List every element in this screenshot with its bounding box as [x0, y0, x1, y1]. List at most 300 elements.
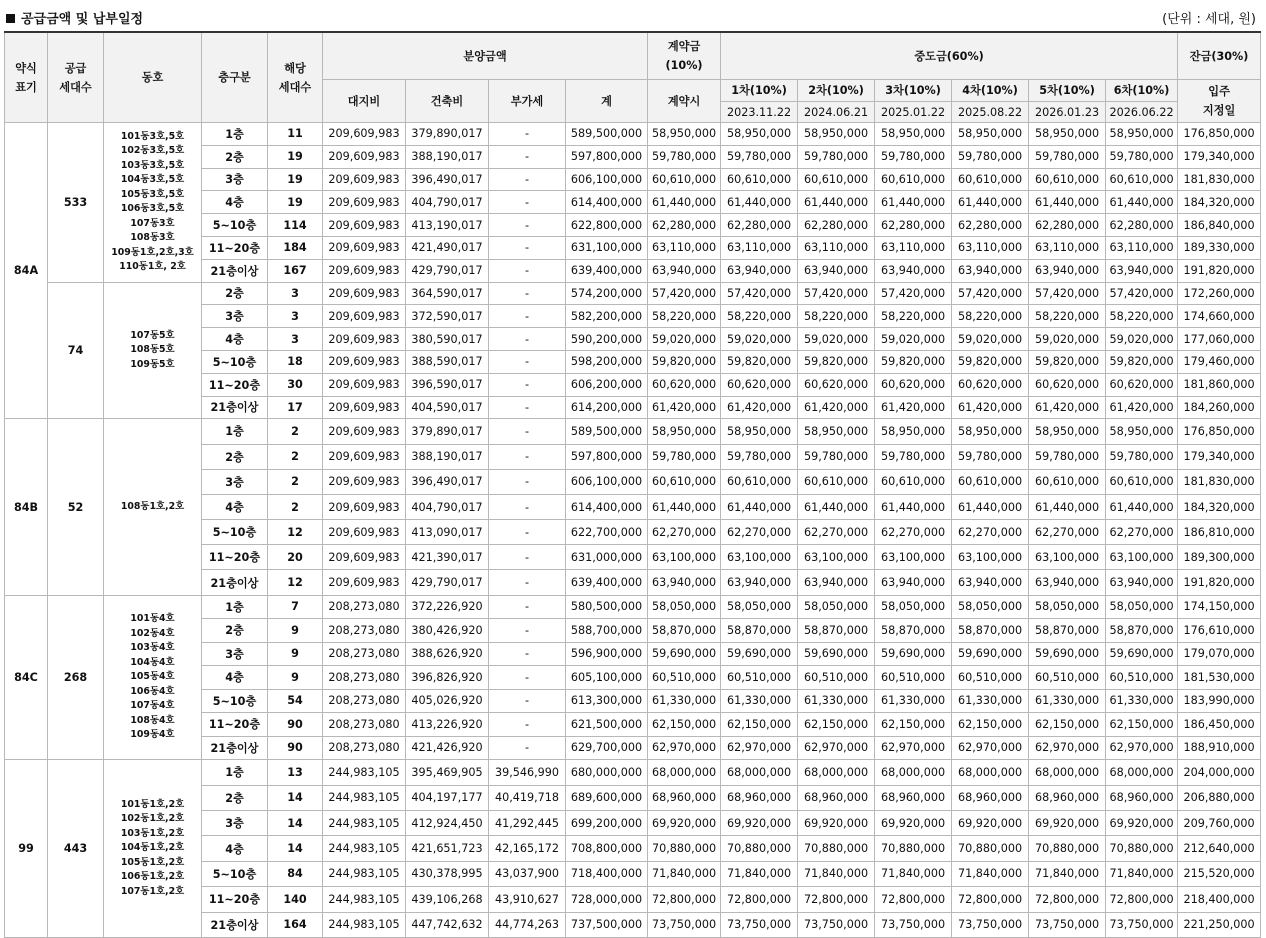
middle-payment-5: 58,950,000	[1029, 419, 1106, 444]
building-cost: 379,890,017	[406, 419, 489, 444]
total-price: 689,600,000	[566, 785, 648, 810]
middle-payment-4: 62,270,000	[952, 520, 1029, 545]
middle-payment-6: 58,220,000	[1106, 305, 1178, 328]
contract-deposit: 61,440,000	[648, 191, 721, 214]
middle-payment-1: 59,020,000	[721, 328, 798, 351]
contract-deposit: 60,610,000	[648, 168, 721, 191]
middle-payment-6: 59,820,000	[1106, 350, 1178, 373]
middle-payment-4: 58,220,000	[952, 305, 1029, 328]
middle-payment-6: 57,420,000	[1106, 282, 1178, 305]
middle-payment-2: 70,880,000	[798, 836, 875, 861]
land-cost: 208,273,080	[323, 666, 406, 690]
household-count: 2	[268, 444, 323, 469]
middle-payment-1: 58,950,000	[721, 419, 798, 444]
middle-payment-1: 61,330,000	[721, 689, 798, 713]
middle-payment-2: 61,440,000	[798, 191, 875, 214]
vat-amount: -	[489, 123, 566, 146]
middle-payment-2: 62,970,000	[798, 736, 875, 760]
floor-range: 5~10층	[202, 214, 268, 237]
middle-payment-2: 58,870,000	[798, 619, 875, 643]
col-contract-group: 계약금 (10%)	[648, 32, 721, 80]
middle-payment-5: 63,940,000	[1029, 570, 1106, 595]
contract-deposit: 71,840,000	[648, 861, 721, 886]
floor-range: 21층이상	[202, 570, 268, 595]
total-price: 680,000,000	[566, 760, 648, 785]
balance-payment: 181,830,000	[1178, 469, 1261, 494]
vat-amount: 43,037,900	[489, 861, 566, 886]
col-middle-5-date: 2026.01.23	[1029, 102, 1106, 123]
col-middle-6: 6차(10%)	[1106, 80, 1178, 102]
vat-amount: -	[489, 214, 566, 237]
household-count: 14	[268, 836, 323, 861]
table-row	[5, 760, 1261, 785]
vat-amount: -	[489, 689, 566, 713]
middle-payment-1: 63,100,000	[721, 545, 798, 570]
middle-payment-5: 59,690,000	[1029, 642, 1106, 666]
middle-payment-1: 61,420,000	[721, 396, 798, 419]
middle-payment-2: 61,420,000	[798, 396, 875, 419]
middle-payment-1: 60,620,000	[721, 373, 798, 396]
middle-payment-6: 61,330,000	[1106, 689, 1178, 713]
vat-amount: -	[489, 545, 566, 570]
land-cost: 208,273,080	[323, 689, 406, 713]
household-count: 18	[268, 350, 323, 373]
middle-payment-6: 62,270,000	[1106, 520, 1178, 545]
middle-payment-4: 73,750,000	[952, 912, 1029, 937]
col-balance-group: 잔금(30%)	[1178, 32, 1261, 80]
middle-payment-5: 58,050,000	[1029, 595, 1106, 619]
contract-deposit: 68,960,000	[648, 785, 721, 810]
middle-payment-2: 59,820,000	[798, 350, 875, 373]
middle-payment-2: 58,950,000	[798, 419, 875, 444]
balance-payment: 209,760,000	[1178, 810, 1261, 835]
col-middle-3: 3차(10%)	[875, 80, 952, 102]
household-count: 14	[268, 785, 323, 810]
building-cost: 439,106,268	[406, 887, 489, 912]
middle-payment-3: 60,510,000	[875, 666, 952, 690]
household-count: 20	[268, 545, 323, 570]
col-type: 약식 표기	[5, 32, 48, 123]
building-cost: 413,226,920	[406, 713, 489, 737]
land-cost: 209,609,983	[323, 520, 406, 545]
middle-payment-6: 63,940,000	[1106, 259, 1178, 282]
floor-range: 4층	[202, 666, 268, 690]
middle-payment-5: 72,800,000	[1029, 887, 1106, 912]
floor-range: 3층	[202, 469, 268, 494]
middle-payment-6: 73,750,000	[1106, 912, 1178, 937]
total-price: 590,200,000	[566, 328, 648, 351]
balance-payment: 186,450,000	[1178, 713, 1261, 737]
middle-payment-6: 71,840,000	[1106, 861, 1178, 886]
middle-payment-5: 63,100,000	[1029, 545, 1106, 570]
middle-payment-6: 62,280,000	[1106, 214, 1178, 237]
floor-range: 5~10층	[202, 861, 268, 886]
middle-payment-1: 58,220,000	[721, 305, 798, 328]
dong-list: 108동1호,2호	[104, 419, 202, 595]
middle-payment-3: 61,420,000	[875, 396, 952, 419]
contract-deposit: 58,950,000	[648, 123, 721, 146]
vat-amount: -	[489, 570, 566, 595]
total-price: 605,100,000	[566, 666, 648, 690]
middle-payment-6: 69,920,000	[1106, 810, 1178, 835]
middle-payment-4: 59,020,000	[952, 328, 1029, 351]
middle-payment-3: 62,280,000	[875, 214, 952, 237]
land-cost: 209,609,983	[323, 123, 406, 146]
middle-payment-6: 59,780,000	[1106, 145, 1178, 168]
balance-payment: 176,610,000	[1178, 619, 1261, 643]
balance-payment: 186,810,000	[1178, 520, 1261, 545]
col-contract-when: 계약시	[648, 80, 721, 123]
land-cost: 209,609,983	[323, 396, 406, 419]
middle-payment-3: 63,100,000	[875, 545, 952, 570]
contract-deposit: 73,750,000	[648, 912, 721, 937]
middle-payment-3: 68,960,000	[875, 785, 952, 810]
title-text: 공급금액 및 납부일정	[21, 12, 144, 27]
middle-payment-6: 61,440,000	[1106, 494, 1178, 519]
building-cost: 396,490,017	[406, 168, 489, 191]
middle-payment-5: 62,970,000	[1029, 736, 1106, 760]
building-cost: 404,590,017	[406, 396, 489, 419]
household-count: 7	[268, 595, 323, 619]
middle-payment-3: 62,270,000	[875, 520, 952, 545]
household-count: 114	[268, 214, 323, 237]
middle-payment-5: 59,020,000	[1029, 328, 1106, 351]
contract-deposit: 63,110,000	[648, 236, 721, 259]
vat-amount: 43,910,627	[489, 887, 566, 912]
building-cost: 421,390,017	[406, 545, 489, 570]
vat-amount: -	[489, 236, 566, 259]
total-price: 718,400,000	[566, 861, 648, 886]
land-cost: 244,983,105	[323, 785, 406, 810]
total-price: 580,500,000	[566, 595, 648, 619]
middle-payment-2: 63,110,000	[798, 236, 875, 259]
middle-payment-4: 58,050,000	[952, 595, 1029, 619]
middle-payment-2: 58,950,000	[798, 123, 875, 146]
col-price-group: 분양금액	[323, 32, 648, 80]
middle-payment-3: 62,970,000	[875, 736, 952, 760]
floor-range: 21층이상	[202, 259, 268, 282]
contract-deposit: 62,280,000	[648, 214, 721, 237]
col-middle-group: 중도금(60%)	[721, 32, 1178, 80]
middle-payment-5: 58,220,000	[1029, 305, 1106, 328]
middle-payment-4: 63,100,000	[952, 545, 1029, 570]
middle-payment-1: 60,610,000	[721, 469, 798, 494]
middle-payment-1: 60,610,000	[721, 168, 798, 191]
middle-payment-2: 57,420,000	[798, 282, 875, 305]
household-count: 13	[268, 760, 323, 785]
balance-payment: 176,850,000	[1178, 419, 1261, 444]
building-cost: 380,426,920	[406, 619, 489, 643]
household-count: 84	[268, 861, 323, 886]
balance-payment: 215,520,000	[1178, 861, 1261, 886]
middle-payment-5: 58,950,000	[1029, 123, 1106, 146]
contract-deposit: 59,780,000	[648, 145, 721, 168]
total-price: 589,500,000	[566, 123, 648, 146]
middle-payment-2: 58,050,000	[798, 595, 875, 619]
middle-payment-2: 68,000,000	[798, 760, 875, 785]
total-price: 606,100,000	[566, 168, 648, 191]
middle-payment-1: 57,420,000	[721, 282, 798, 305]
floor-range: 21층이상	[202, 912, 268, 937]
total-price: 622,800,000	[566, 214, 648, 237]
middle-payment-5: 73,750,000	[1029, 912, 1106, 937]
col-building: 건축비	[406, 80, 489, 123]
total-price: 737,500,000	[566, 912, 648, 937]
middle-payment-4: 59,780,000	[952, 145, 1029, 168]
land-cost: 209,609,983	[323, 214, 406, 237]
household-count: 2	[268, 469, 323, 494]
middle-payment-1: 61,440,000	[721, 494, 798, 519]
building-cost: 404,790,017	[406, 494, 489, 519]
middle-payment-5: 61,420,000	[1029, 396, 1106, 419]
middle-payment-3: 63,110,000	[875, 236, 952, 259]
floor-range: 11~20층	[202, 887, 268, 912]
contract-deposit: 70,880,000	[648, 836, 721, 861]
total-price: 639,400,000	[566, 570, 648, 595]
floor-range: 11~20층	[202, 373, 268, 396]
building-cost: 388,190,017	[406, 444, 489, 469]
building-cost: 405,026,920	[406, 689, 489, 713]
middle-payment-6: 62,970,000	[1106, 736, 1178, 760]
middle-payment-4: 68,000,000	[952, 760, 1029, 785]
dong-list: 101동3호,5호 102동3호,5호 103동3호,5호 104동3호,5호 105동3호,5호 106동3호,5호 107동3호 108동3호 109동1호,2호,3호 110동1호, 2호	[104, 123, 202, 283]
contract-deposit: 63,100,000	[648, 545, 721, 570]
middle-payment-1: 63,110,000	[721, 236, 798, 259]
vat-amount: 40,419,718	[489, 785, 566, 810]
household-count: 54	[268, 689, 323, 713]
balance-payment: 181,530,000	[1178, 666, 1261, 690]
middle-payment-5: 68,000,000	[1029, 760, 1106, 785]
land-cost: 209,609,983	[323, 570, 406, 595]
contract-deposit: 58,870,000	[648, 619, 721, 643]
total-price: 631,000,000	[566, 545, 648, 570]
floor-range: 2층	[202, 282, 268, 305]
household-count: 11	[268, 123, 323, 146]
middle-payment-5: 60,510,000	[1029, 666, 1106, 690]
middle-payment-3: 60,610,000	[875, 168, 952, 191]
middle-payment-2: 68,960,000	[798, 785, 875, 810]
household-count: 3	[268, 282, 323, 305]
land-cost: 208,273,080	[323, 713, 406, 737]
middle-payment-6: 58,870,000	[1106, 619, 1178, 643]
middle-payment-6: 72,800,000	[1106, 887, 1178, 912]
total-price: 588,700,000	[566, 619, 648, 643]
col-balance-when: 입주 지정일	[1178, 80, 1261, 123]
section-title	[6, 8, 143, 27]
middle-payment-2: 61,330,000	[798, 689, 875, 713]
building-cost: 395,469,905	[406, 760, 489, 785]
floor-range: 21층이상	[202, 396, 268, 419]
middle-payment-2: 62,280,000	[798, 214, 875, 237]
vat-amount: -	[489, 642, 566, 666]
total-price: 699,200,000	[566, 810, 648, 835]
middle-payment-3: 62,150,000	[875, 713, 952, 737]
middle-payment-6: 63,110,000	[1106, 236, 1178, 259]
middle-payment-6: 60,610,000	[1106, 168, 1178, 191]
middle-payment-4: 60,510,000	[952, 666, 1029, 690]
contract-deposit: 59,020,000	[648, 328, 721, 351]
middle-payment-2: 62,270,000	[798, 520, 875, 545]
middle-payment-3: 71,840,000	[875, 861, 952, 886]
floor-range: 2층	[202, 145, 268, 168]
middle-payment-4: 58,950,000	[952, 123, 1029, 146]
balance-payment: 221,250,000	[1178, 912, 1261, 937]
total-price: 596,900,000	[566, 642, 648, 666]
building-cost: 413,190,017	[406, 214, 489, 237]
col-middle-5: 5차(10%)	[1029, 80, 1106, 102]
vat-amount: -	[489, 168, 566, 191]
building-cost: 430,378,995	[406, 861, 489, 886]
col-dong: 동호	[104, 32, 202, 123]
floor-range: 11~20층	[202, 713, 268, 737]
middle-payment-3: 70,880,000	[875, 836, 952, 861]
vat-amount: -	[489, 666, 566, 690]
middle-payment-4: 61,420,000	[952, 396, 1029, 419]
table-row	[5, 419, 1261, 444]
floor-range: 5~10층	[202, 689, 268, 713]
middle-payment-3: 63,940,000	[875, 259, 952, 282]
middle-payment-3: 59,690,000	[875, 642, 952, 666]
col-households: 해당 세대수	[268, 32, 323, 123]
middle-payment-4: 71,840,000	[952, 861, 1029, 886]
land-cost: 209,609,983	[323, 469, 406, 494]
middle-payment-1: 59,820,000	[721, 350, 798, 373]
balance-payment: 186,840,000	[1178, 214, 1261, 237]
building-cost: 388,590,017	[406, 350, 489, 373]
floor-range: 2층	[202, 619, 268, 643]
balance-payment: 184,320,000	[1178, 191, 1261, 214]
contract-deposit: 61,440,000	[648, 494, 721, 519]
balance-payment: 206,880,000	[1178, 785, 1261, 810]
middle-payment-5: 59,820,000	[1029, 350, 1106, 373]
middle-payment-2: 63,940,000	[798, 570, 875, 595]
unit-type: 84A	[5, 123, 48, 419]
middle-payment-6: 68,960,000	[1106, 785, 1178, 810]
total-price: 621,500,000	[566, 713, 648, 737]
middle-payment-1: 58,870,000	[721, 619, 798, 643]
balance-payment: 184,260,000	[1178, 396, 1261, 419]
middle-payment-3: 59,820,000	[875, 350, 952, 373]
col-middle-4: 4차(10%)	[952, 80, 1029, 102]
middle-payment-3: 59,020,000	[875, 328, 952, 351]
middle-payment-4: 61,440,000	[952, 494, 1029, 519]
middle-payment-2: 60,510,000	[798, 666, 875, 690]
middle-payment-2: 59,690,000	[798, 642, 875, 666]
middle-payment-4: 59,780,000	[952, 444, 1029, 469]
table-header	[5, 32, 1261, 123]
middle-payment-4: 63,940,000	[952, 570, 1029, 595]
middle-payment-6: 63,100,000	[1106, 545, 1178, 570]
balance-payment: 189,300,000	[1178, 545, 1261, 570]
household-count: 164	[268, 912, 323, 937]
total-price: 622,700,000	[566, 520, 648, 545]
vat-amount: -	[489, 282, 566, 305]
household-count: 2	[268, 419, 323, 444]
household-count: 184	[268, 236, 323, 259]
middle-payment-1: 73,750,000	[721, 912, 798, 937]
total-price: 597,800,000	[566, 444, 648, 469]
middle-payment-3: 73,750,000	[875, 912, 952, 937]
household-count: 17	[268, 396, 323, 419]
middle-payment-4: 70,880,000	[952, 836, 1029, 861]
middle-payment-6: 58,050,000	[1106, 595, 1178, 619]
floor-range: 4층	[202, 191, 268, 214]
middle-payment-5: 60,620,000	[1029, 373, 1106, 396]
middle-payment-2: 63,100,000	[798, 545, 875, 570]
col-land: 대지비	[323, 80, 406, 123]
col-middle-6-date: 2026.06.22	[1106, 102, 1178, 123]
middle-payment-6: 68,000,000	[1106, 760, 1178, 785]
total-price: 708,800,000	[566, 836, 648, 861]
balance-payment: 184,320,000	[1178, 494, 1261, 519]
total-price: 606,200,000	[566, 373, 648, 396]
middle-payment-1: 62,150,000	[721, 713, 798, 737]
middle-payment-4: 63,940,000	[952, 259, 1029, 282]
contract-deposit: 62,970,000	[648, 736, 721, 760]
balance-payment: 218,400,000	[1178, 887, 1261, 912]
land-cost: 208,273,080	[323, 595, 406, 619]
middle-payment-3: 72,800,000	[875, 887, 952, 912]
floor-range: 1층	[202, 760, 268, 785]
middle-payment-6: 59,690,000	[1106, 642, 1178, 666]
middle-payment-5: 63,940,000	[1029, 259, 1106, 282]
contract-deposit: 63,940,000	[648, 259, 721, 282]
middle-payment-6: 59,780,000	[1106, 444, 1178, 469]
middle-payment-2: 60,610,000	[798, 168, 875, 191]
household-count: 167	[268, 259, 323, 282]
middle-payment-5: 68,960,000	[1029, 785, 1106, 810]
vat-amount: 41,292,445	[489, 810, 566, 835]
floor-range: 11~20층	[202, 545, 268, 570]
balance-payment: 191,820,000	[1178, 570, 1261, 595]
middle-payment-5: 57,420,000	[1029, 282, 1106, 305]
supply-count: 74	[48, 282, 104, 419]
col-middle-1-date: 2023.11.22	[721, 102, 798, 123]
middle-payment-4: 61,440,000	[952, 191, 1029, 214]
vat-amount: 42,165,172	[489, 836, 566, 861]
col-supply: 공급 세대수	[48, 32, 104, 123]
contract-deposit: 59,820,000	[648, 350, 721, 373]
balance-payment: 191,820,000	[1178, 259, 1261, 282]
floor-range: 21층이상	[202, 736, 268, 760]
balance-payment: 176,850,000	[1178, 123, 1261, 146]
vat-amount: 44,774,263	[489, 912, 566, 937]
contract-deposit: 58,050,000	[648, 595, 721, 619]
middle-payment-2: 72,800,000	[798, 887, 875, 912]
middle-payment-2: 60,620,000	[798, 373, 875, 396]
middle-payment-6: 61,440,000	[1106, 191, 1178, 214]
col-middle-1: 1차(10%)	[721, 80, 798, 102]
col-middle-4-date: 2025.08.22	[952, 102, 1029, 123]
middle-payment-5: 61,440,000	[1029, 494, 1106, 519]
land-cost: 209,609,983	[323, 350, 406, 373]
middle-payment-1: 58,950,000	[721, 123, 798, 146]
vat-amount: -	[489, 736, 566, 760]
household-count: 9	[268, 666, 323, 690]
floor-range: 3층	[202, 168, 268, 191]
col-total: 계	[566, 80, 648, 123]
contract-deposit: 69,920,000	[648, 810, 721, 835]
document-header	[0, 0, 1266, 31]
vat-amount: -	[489, 328, 566, 351]
middle-payment-6: 60,620,000	[1106, 373, 1178, 396]
floor-range: 11~20층	[202, 236, 268, 259]
contract-deposit: 59,780,000	[648, 444, 721, 469]
land-cost: 208,273,080	[323, 642, 406, 666]
building-cost: 388,190,017	[406, 145, 489, 168]
balance-payment: 181,860,000	[1178, 373, 1261, 396]
land-cost: 209,609,983	[323, 373, 406, 396]
